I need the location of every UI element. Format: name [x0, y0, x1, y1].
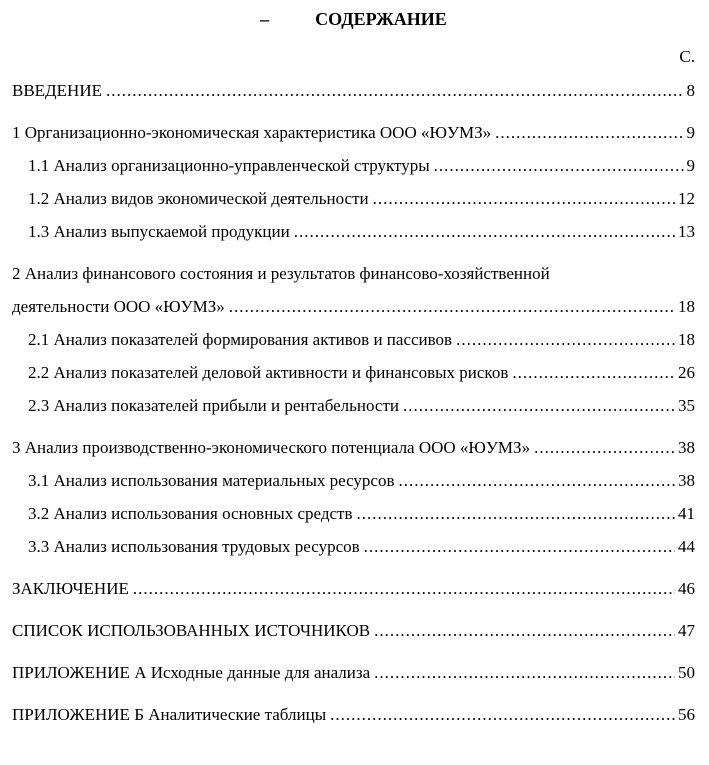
toc-entry-label: 2.1 Анализ показателей формирования активов и пассивов — [28, 330, 453, 349]
toc-entry-line — [12, 656, 695, 689]
toc-entry-page: 12 — [678, 189, 695, 208]
toc-entry-line — [28, 149, 695, 182]
toc-entry-label: 2.3 Анализ показателей прибыли и рентабельности — [28, 396, 400, 415]
toc-entry-label: 2.2 Анализ показателей деловой активности и финансовых рисков — [28, 363, 509, 382]
toc-entry-page: 8 — [686, 81, 695, 100]
toc-entry — [12, 116, 695, 149]
title-dash: – — [260, 9, 270, 29]
toc-entry-page: 18 — [678, 330, 695, 349]
page-title: СОДЕРЖАНИЕ — [315, 9, 447, 29]
dot-leader — [534, 431, 675, 464]
toc-entry — [12, 530, 695, 563]
toc-entry — [12, 323, 695, 356]
dot-leader — [373, 182, 675, 215]
toc-entry-line — [12, 572, 695, 605]
toc-entry-line — [28, 464, 695, 497]
toc-entry — [12, 215, 695, 248]
toc-entry — [12, 497, 695, 530]
page-column-label: С. — [679, 47, 695, 66]
dot-leader — [398, 464, 675, 497]
toc-entry-page: 9 — [686, 156, 695, 175]
toc-entry-wrap-line: 2 Анализ финансового состояния и результатов финансово-хозяйственной — [12, 264, 550, 283]
dot-leader — [364, 530, 675, 563]
toc-entry-line — [12, 698, 695, 731]
toc-entry — [12, 74, 695, 107]
toc-entry — [12, 656, 695, 689]
toc-entry-line — [12, 74, 695, 107]
dot-leader — [356, 497, 675, 530]
toc-entry-line — [28, 530, 695, 563]
toc-entry-line — [28, 215, 695, 248]
toc-title-row — [12, 8, 695, 30]
toc-entry-line — [28, 356, 695, 389]
toc-entry-label: ЗАКЛЮЧЕНИЕ — [12, 579, 129, 598]
toc-entry — [12, 356, 695, 389]
toc-entry — [12, 257, 695, 323]
dot-leader — [374, 656, 675, 689]
dot-leader — [133, 572, 675, 605]
dot-leader — [229, 290, 675, 323]
toc-entry-line — [12, 290, 695, 323]
toc-entry-label: ПРИЛОЖЕНИЕ Б Аналитические таблицы — [12, 705, 327, 724]
toc-entry-label: СПИСОК ИСПОЛЬЗОВАННЫХ ИСТОЧНИКОВ — [12, 621, 371, 640]
dot-leader — [403, 389, 675, 422]
toc-entry — [12, 389, 695, 422]
toc-entry-page: 13 — [678, 222, 695, 241]
toc-entries — [12, 74, 695, 731]
toc-entry-page: 46 — [678, 579, 695, 598]
toc-entry-line — [28, 389, 695, 422]
toc-entry-line — [12, 116, 695, 149]
toc-entry-line — [28, 182, 695, 215]
toc-entry-page: 18 — [678, 297, 695, 316]
toc-entry — [12, 431, 695, 464]
toc-entry-page: 44 — [678, 537, 695, 556]
toc-entry — [12, 464, 695, 497]
toc-entry-page: 38 — [678, 471, 695, 490]
toc-entry-page: 38 — [678, 438, 695, 457]
toc-entry-label: 1.2 Анализ видов экономической деятельности — [28, 189, 369, 208]
toc-entry-label: 3.3 Анализ использования трудовых ресурсов — [28, 537, 360, 556]
toc-entry-label: 1.1 Анализ организационно-управленческой структуры — [28, 156, 430, 175]
dot-leader — [374, 614, 675, 647]
toc-entry — [12, 182, 695, 215]
toc-entry-label: 1 Организационно-экономическая характеристика ООО «ЮУМЗ» — [12, 123, 492, 142]
toc-entry — [12, 698, 695, 731]
toc-entry-page: 35 — [678, 396, 695, 415]
toc-entry-label: 1.3 Анализ выпускаемой продукции — [28, 222, 290, 241]
toc-entry-line — [28, 323, 695, 356]
toc-entry — [12, 572, 695, 605]
toc-entry-label: ПРИЛОЖЕНИЕ А Исходные данные для анализа — [12, 663, 371, 682]
toc-entry-label: 3.2 Анализ использования основных средств — [28, 504, 353, 523]
dot-leader — [330, 698, 675, 731]
toc-entry-label: 3.1 Анализ использования материальных ресурсов — [28, 471, 395, 490]
dot-leader — [106, 74, 684, 107]
toc-entry-line — [12, 431, 695, 464]
toc-entry-page: 26 — [678, 363, 695, 382]
dot-leader — [294, 215, 675, 248]
toc-entry-line — [28, 497, 695, 530]
dot-leader — [495, 116, 683, 149]
toc-entry-label: деятельности ООО «ЮУМЗ» — [12, 297, 225, 316]
toc-entry-line — [12, 614, 695, 647]
toc-entry-page: 9 — [686, 123, 695, 142]
toc-entry-label: ВВЕДЕНИЕ — [12, 81, 102, 100]
toc-entry-page: 56 — [678, 705, 695, 724]
toc-entry-page: 41 — [678, 504, 695, 523]
dot-leader — [512, 356, 675, 389]
dot-leader — [434, 149, 684, 182]
toc-entry-page: 50 — [678, 663, 695, 682]
toc-entry — [12, 149, 695, 182]
toc-entry-label: 3 Анализ производственно-экономического потенциала ООО «ЮУМЗ» — [12, 438, 531, 457]
toc-entry-page: 47 — [678, 621, 695, 640]
toc-entry — [12, 614, 695, 647]
dot-leader — [456, 323, 675, 356]
